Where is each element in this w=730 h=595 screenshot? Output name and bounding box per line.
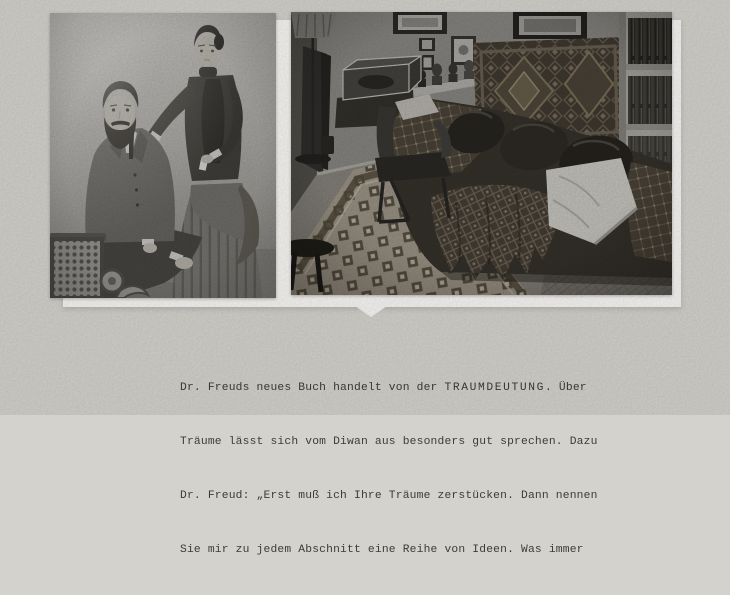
photo-freud-couch — [291, 12, 672, 295]
traumdeutung-emphasis: TRAUMDEUTUNG — [444, 382, 546, 394]
speech-bubble-tail — [355, 306, 387, 317]
caption-line-4: Sie mir zu jedem Abschnitt eine Reihe von Ideen. Was immer — [180, 544, 584, 556]
photo-freud-and-martha — [50, 13, 276, 298]
caption-line-3: Dr. Freud: „Erst muß ich Ihre Träume zerstücken. Dann nennen — [180, 490, 598, 502]
consulting-room-illustration — [291, 12, 672, 295]
caption-line-1 — [180, 379, 598, 397]
freud-couple-portrait-illustration — [50, 13, 276, 298]
caption-text — [180, 343, 598, 595]
caption-line-1-post: . Über — [545, 382, 587, 394]
caption-line-1-pre: Dr. Freuds neues Buch handelt von der — [180, 382, 445, 394]
caption-line-2: Träume lässt sich vom Diwan aus besonders gut sprechen. Dazu — [180, 436, 598, 448]
